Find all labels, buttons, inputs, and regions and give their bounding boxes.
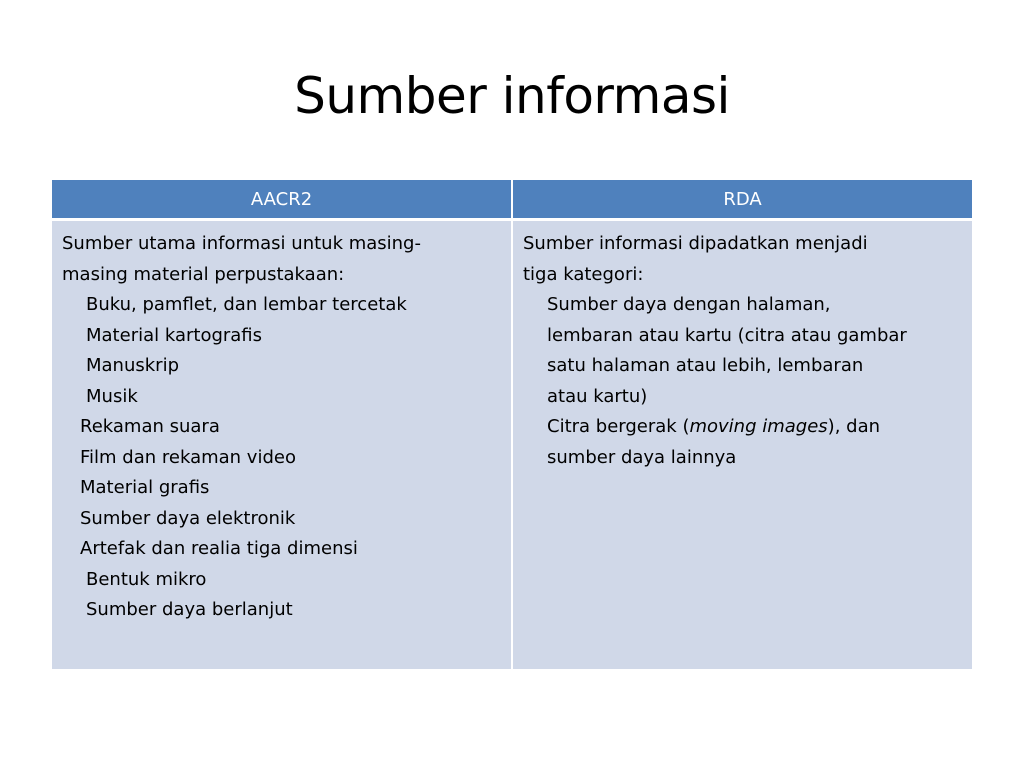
list-item: Rekaman suara (80, 416, 220, 437)
aacr2-cell (52, 220, 512, 670)
comparison-table (52, 180, 972, 669)
list-item (523, 412, 962, 443)
list-item-text: Citra bergerak ( (547, 416, 690, 437)
list-item: Film dan rekaman video (80, 446, 296, 468)
list-item: Material kartografis (86, 324, 263, 346)
list-item: Buku, pamflet, dan lembar tercetak (86, 294, 407, 315)
rda-intro-line: tiga kategori: (523, 263, 644, 285)
list-item: Sumber daya berlanjut (86, 599, 293, 620)
list-item: Sumber daya elektronik (80, 507, 296, 529)
list-item: Material grafis (80, 477, 210, 498)
emphasis-text: moving images (689, 416, 828, 437)
list-item: Musik (86, 385, 138, 407)
list-item: Artefak dan realia tiga dimensi (80, 538, 358, 559)
slide-title: Sumber informasi (294, 67, 730, 125)
list-item-continuation: sumber daya lainnya (547, 446, 737, 468)
header-rda: RDA (512, 180, 972, 220)
table-header-row (52, 180, 972, 220)
list-item-continuation: atau kartu) (547, 385, 648, 407)
list-item: Bentuk mikro (86, 568, 207, 590)
rda-cell (512, 220, 972, 670)
aacr2-intro-line: Sumber utama informasi untuk masing- (62, 233, 421, 254)
list-item-continuation: satu halaman atau lebih, lembaran (547, 355, 864, 376)
aacr2-intro-line: masing material perpustakaan: (62, 263, 345, 285)
table-row (52, 220, 972, 670)
list-item-continuation: lembaran atau kartu (citra atau gambar (547, 324, 907, 346)
list-item: Manuskrip (86, 355, 180, 376)
list-item-text: ), dan (827, 416, 881, 437)
list-item: Sumber daya dengan halaman, (547, 294, 831, 315)
header-aacr2: AACR2 (52, 180, 512, 220)
rda-intro-line: Sumber informasi dipadatkan menjadi (523, 233, 868, 254)
